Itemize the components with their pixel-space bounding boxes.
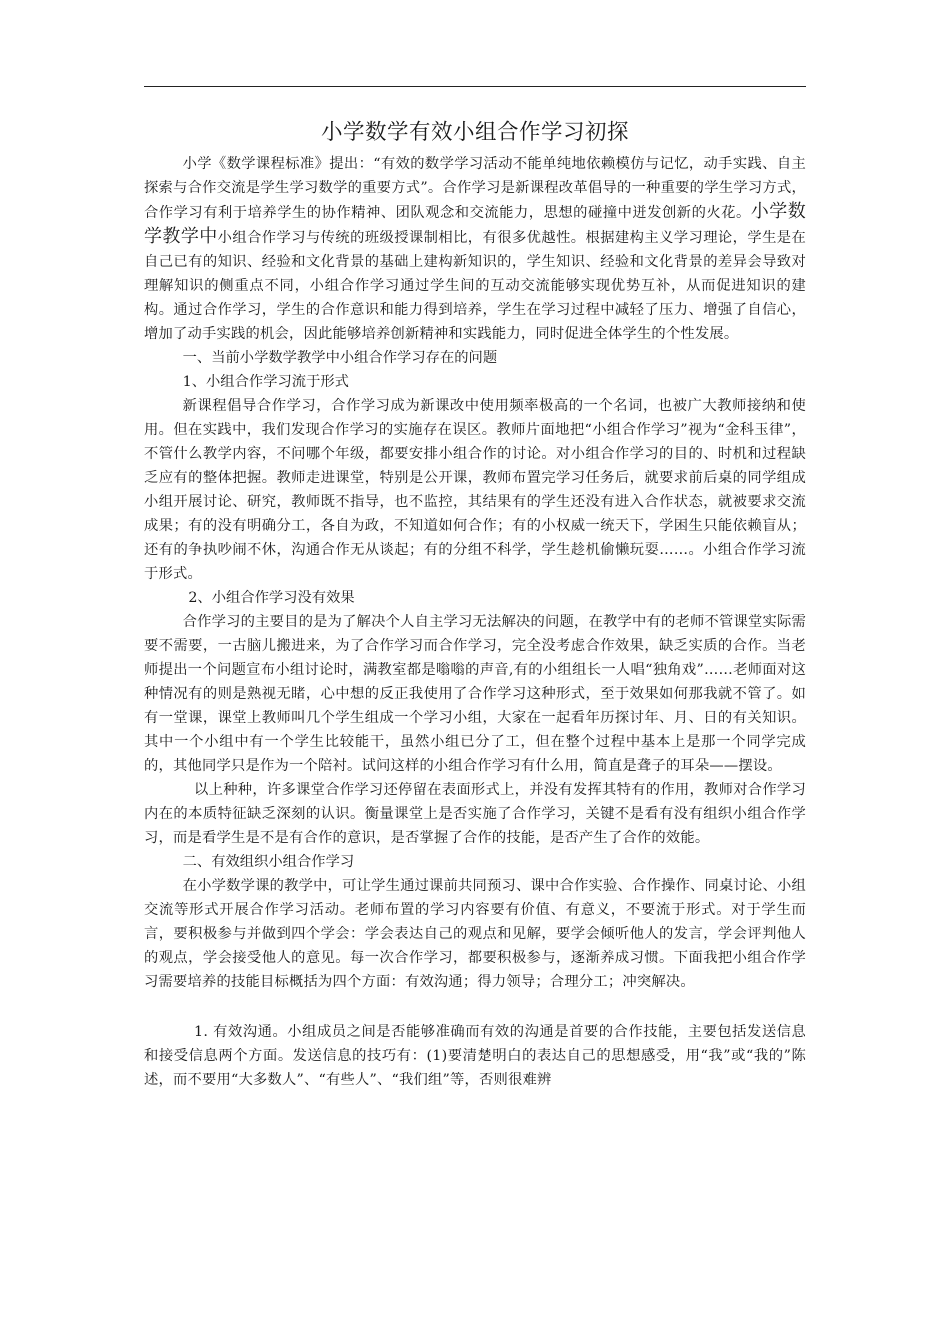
subsection-2-paragraph: 合作学习的主要目的是为了解决个人自主学习无法解决的问题，在教学中有的老师不管课堂实际需要不需要，一古脑儿搬进来，为了合作学习而合作学习，完全没考虑合作效果，缺乏实质的合作。当老师提出一个问题宣布小组讨论时，满教室都是嗡嗡的声音,有的小组组长一人唱“独角戏”……老师面对这种情况有的则是熟视无睹，心中想的反正我使用了合作学习这种形式，至于效果如何那我就不管了。如有一堂课，课堂上教师叫几个学生组成一个学习小组，大家在一起看年历探讨年、月、日的有关知识。其中一个小组中有一个学生比较能干，虽然小组已分了工，但在整个过程中基本上是那一个同学完成的，其他同学只是作为一个陪衬。试问这样的小组合作学习有什么用，简直是聋子的耳朵——摆设。: [144, 614, 806, 774]
intro-text-a: 小学《数学课程标准》提出：“有效的数学学习活动不能单纯地依赖模仿与记忆，动手实践、自主探索与合作交流是学生学习数学的重要方式”。合作学习是新课程改革倡导的一种重要的学生学习方式，合作学习有利于培养学生的协作精神、团队观念和交流能力，思想的碰撞中迸发创新的火花。: [144, 156, 806, 221]
section-2-paragraph: 在小学数学课的教学中，可让学生通过课前共同预习、课中合作实验、合作操作、同桌讨论、小组交流等形式开展合作学习活动。老师布置的学习内容要有价值、有意义，不要流于形式。对于学生而言，要积极参与并做到四个学会：学会表达自己的观点和见解，要学会倾听他人的发言，学会评判他人的观点，学会接受他人的意见。每一次合作学习，都要积极参与，逐渐养成习惯。下面我把小组合作学习需要培养的技能目标概括为四个方面：有效沟通；得力领导；合理分工；冲突解决。: [144, 878, 806, 990]
intro-text-b: 小组合作学习与传统的班级授课制相比，有很多优越性。根据建构主义学习理论，学生是在自己已有的知识、经验和文化背景的基础上建构新知识的，学生知识、经验和文化背景的差异会导致对理解知识的侧重点不同，小组合作学习通过学生间的互动交流能够实现优势互补，从而促进知识的建构。通过合作学习，学生的合作意识和能力得到培养，学生在学习过程中减轻了压力、增强了自信心，增加了动手实践的机会，因此能够培养创新精神和实践能力，同时促进全体学生的个性发展。: [144, 230, 806, 342]
point-1-paragraph: 1. 有效沟通。小组成员之间是否能够准确而有效的沟通是首要的合作技能，主要包括发送信息和接受信息两个方面。发送信息的技巧有：(1)要清楚明白的表达自己的思想感受，用“我”或“我的”陈述，而不要用“大多数人”、“有些人”、“我们组”等，否则很难辨: [144, 1024, 806, 1088]
paragraph-gap: [144, 994, 806, 1020]
header-rule: [144, 86, 806, 87]
intro-paragraph: [144, 152, 806, 346]
section-2-heading: 二、有效组织小组合作学习: [182, 854, 355, 870]
document-title: 小学数学有效小组合作学习初探: [320, 120, 629, 145]
summary-paragraph: 以上种种，许多课堂合作学习还停留在表面形式上，并没有发挥其特有的作用，教师对合作学习内在的本质特征缺乏深刻的认识。衡量课堂上是否实施了合作学习，关键不是看有没有组织小组合作学习，而是看学生是不是有合作的意识，是否掌握了合作的技能，是否产生了合作的效能。: [144, 782, 806, 846]
subsection-1-paragraph: 新课程倡导合作学习，合作学习成为新课改中使用频率极高的一个名词，也被广大教师接纳和使用。但在实践中，我们发现合作学习的实施存在误区。教师片面地把“小组合作学习”视为“金科玉律”，不管什么教学内容，不问哪个年级，都要安排小组合作的讨论。对小组合作学习的目的、时机和过程缺乏应有的整体把握。教师走进课堂，特别是公开课，教师布置完学习任务后，就要求前后桌的同学组成小组开展讨论、研究，教师既不指导，也不监控，其结果有的学生还没有进入合作状态，就被要求交流成果；有的没有明确分工，各自为政，不知道如何合作；有的小权威一统天下，学困生只能依赖盲从；还有的争执吵闹不休，沟通合作无从谈起；有的分组不科学，学生趁机偷懒玩耍……。小组合作学习流于形式。: [144, 398, 806, 582]
section-1-heading: 一、当前小学数学教学中小组合作学习存在的问题: [182, 350, 498, 366]
intro-emphasis: 小学数学教学中: [144, 201, 806, 247]
subsection-1-heading: 1、小组合作学习流于形式: [182, 374, 349, 390]
document-body: [144, 152, 806, 1092]
subsection-2-heading: 2、小组合作学习没有效果: [188, 590, 355, 606]
